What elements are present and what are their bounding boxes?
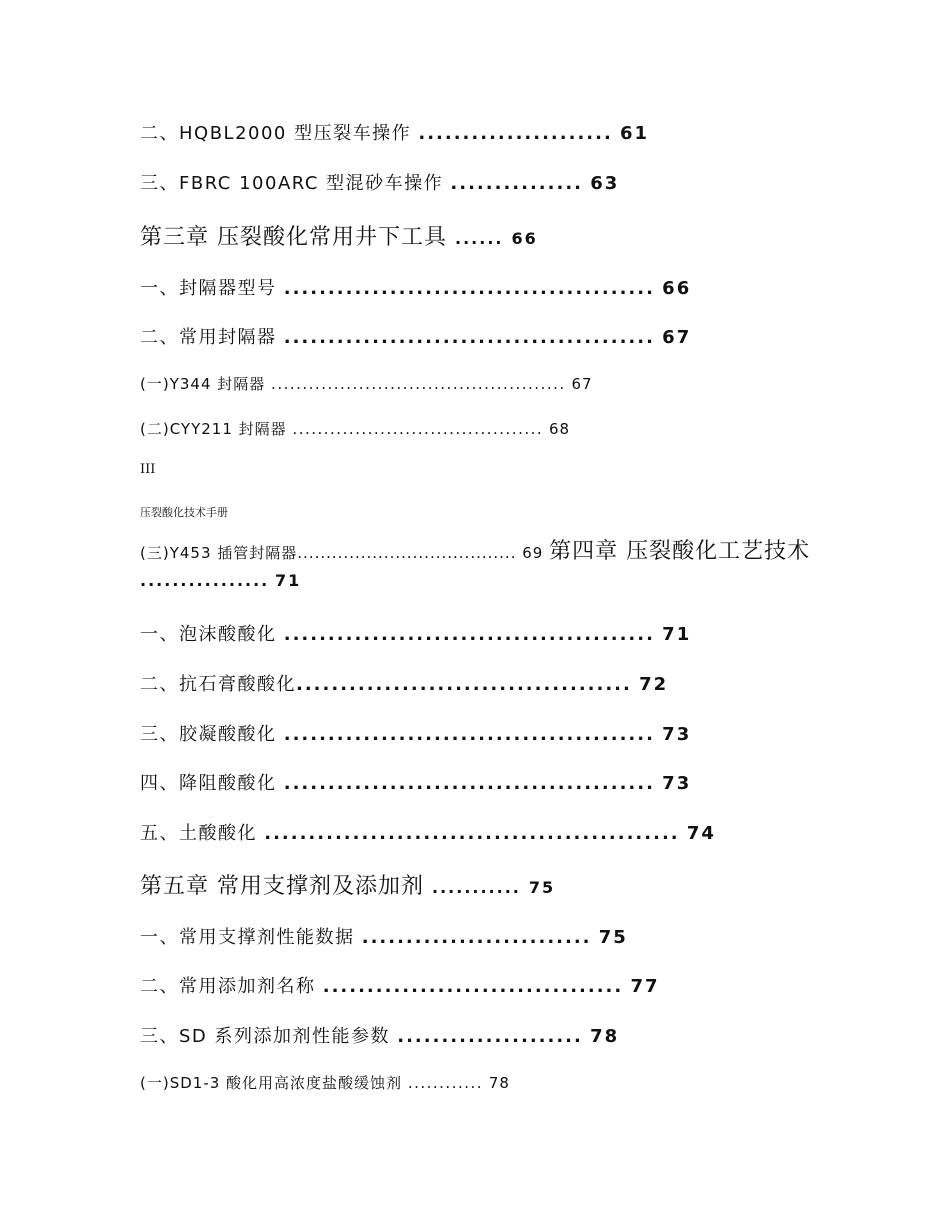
toc-leader-dots: ........... [432,878,521,897]
toc-leader-dots: .......................................... [283,724,655,745]
toc-entry[interactable] [140,923,628,949]
toc-page-number: 66 [662,278,692,299]
toc-chapter-title: 第三章 压裂酸化常用井下工具 [140,225,447,250]
toc-page-number: 67 [571,375,593,393]
toc-page-number: 73 [662,773,692,794]
toc-entry[interactable] [140,720,691,746]
toc-subentry[interactable] [140,418,570,439]
toc-entry-title: 二、常用封隔器 [140,327,277,348]
toc-entry-title: 四、降阻酸酸化 [140,773,277,794]
toc-page-number: 78 [488,1074,510,1092]
toc-leader-dots: ............... [450,173,583,194]
toc-entry[interactable] [140,1022,619,1048]
toc-leader-dots: .......................................... [283,278,655,299]
toc-page-number: 63 [590,173,620,194]
toc-leader-dots: ...... [455,229,504,248]
toc-entry-title: 五、土酸酸化 [140,823,257,844]
toc-page-number: 71 [275,571,302,590]
toc-leader-dots: ............................................... [264,823,680,844]
toc-page-number: 68 [548,420,571,438]
toc-entry[interactable] [140,119,649,145]
toc-subentry[interactable] [140,373,593,394]
toc-leader-dots: .................................. [322,976,624,997]
toc-page-number: 67 [662,327,692,348]
toc-leader-dots: ..................... [397,1026,583,1047]
toc-entry[interactable] [140,323,691,349]
toc-entry-title: 一、封隔器型号 [140,278,277,299]
toc-chapter-title: 第四章 压裂酸化工艺技术 [549,539,811,564]
toc-page-number: 61 [620,123,650,144]
toc-chapter-entry[interactable] [140,869,555,900]
toc-entry-title: 三、胶凝酸酸化 [140,724,277,745]
toc-leader-dots: .......................................... [283,773,655,794]
toc-leader-dots: ............ [407,1074,484,1092]
toc-entry-title: (一)Y344 封隔器 [140,375,266,393]
toc-entry[interactable] [140,972,660,998]
toc-entry-title: 一、常用支撑剂性能数据 [140,927,355,948]
toc-leader-dots: .......................................... [283,327,655,348]
toc-entry-title: (二)CYY211 封隔器 [140,420,287,438]
toc-leader-dots: ........................................ [292,420,544,438]
toc-page-number: 69 [522,544,544,562]
toc-chapter-title: 第五章 常用支撑剂及添加剂 [140,874,424,899]
toc-leader-dots: .......................................... [283,624,655,645]
toc-chapter-entry[interactable] [140,220,538,251]
toc-page-number: 75 [528,878,556,897]
page-footer-roman-numeral: III [140,462,156,477]
toc-entry[interactable] [140,670,668,696]
toc-merged-entry[interactable] [140,538,820,595]
toc-page-number: 71 [662,624,692,645]
toc-entry-title: (一)SD1-3 酸化用高浓度盐酸缓蚀剂 [140,1074,403,1092]
toc-leader-dots: ............................................... [271,375,566,393]
toc-entry-title: 二、HQBL2000 型压裂车操作 [140,123,412,144]
toc-entry[interactable] [140,620,691,646]
toc-page-number: 74 [686,823,716,844]
toc-entry[interactable] [140,274,691,300]
toc-page-number: 72 [639,674,669,695]
toc-leader-dots: ................ [140,571,270,590]
toc-entry[interactable] [140,819,716,845]
toc-leader-dots: ...................................... [296,674,632,695]
toc-page-number: 75 [598,927,628,948]
toc-entry[interactable] [140,769,691,795]
toc-page-number: 73 [662,724,692,745]
toc-entry-title: 三、FBRC 100ARC 型混砂车操作 [140,173,444,194]
toc-page-number: 78 [590,1026,620,1047]
toc-entry-title: 一、泡沫酸酸化 [140,624,277,645]
toc-entry-title: (三)Y453 插管封隔器 [140,544,298,562]
toc-leader-dots: ...................... [418,123,613,144]
toc-entry[interactable] [140,169,619,195]
toc-subentry[interactable] [140,1072,510,1093]
toc-entry-title: 二、常用添加剂名称 [140,976,316,997]
toc-leader-dots: ...................................... [297,544,517,562]
toc-entry-title: 三、SD 系列添加剂性能参数 [140,1026,391,1047]
toc-page-number: 77 [630,976,660,997]
toc-entry-title: 二、抗石膏酸酸化 [140,674,296,695]
toc-page-number: 66 [511,229,538,248]
running-header: 压裂酸化技术手册 [140,506,228,519]
toc-leader-dots: .......................... [361,927,592,948]
